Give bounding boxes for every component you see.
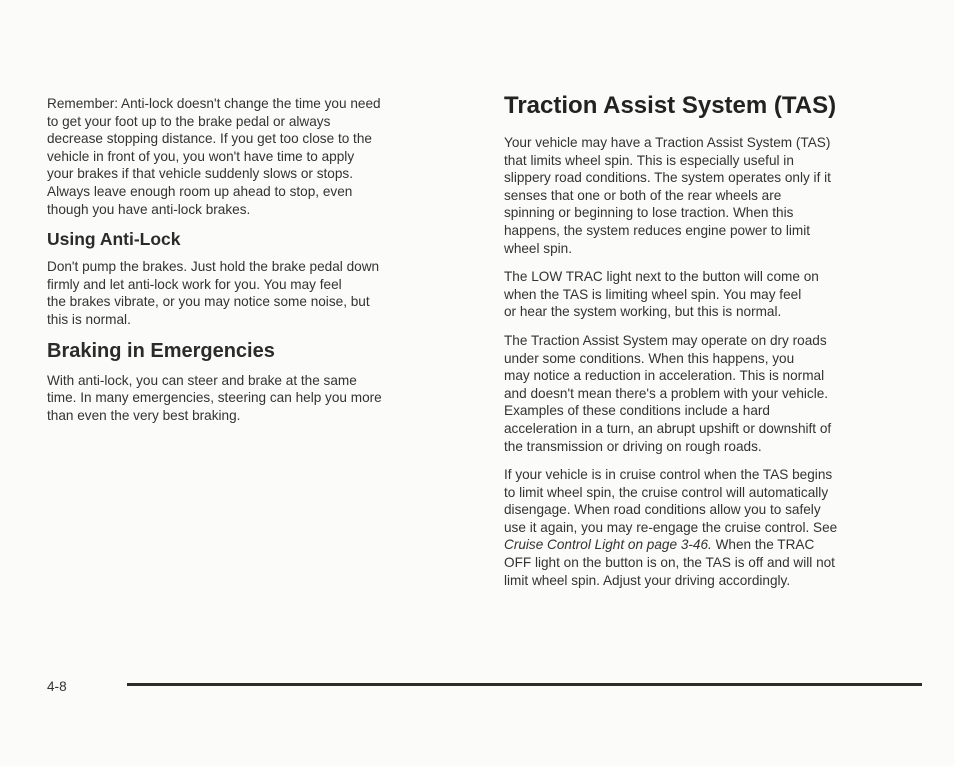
footer-divider <box>127 683 922 686</box>
left-column <box>47 95 469 435</box>
cruise-text-a: If your vehicle is in cruise control when the TAS begins to limit wheel spin, the cruise control will automatically disengage. When road conditions allow you to safely use it again, you may re-engage the cruise control. See <box>504 467 838 535</box>
tas-intro-paragraph: Your vehicle may have a Traction Assist System (TAS) that limits wheel spin. This is especially useful in slippery road conditions. The system operates only if it senses that one or both of the rear wheels are spinning or beginning to lose traction. When this happens, the system reduces engine power to limit wheel spin. <box>504 135 831 256</box>
cruise-control-paragraph <box>504 466 924 589</box>
cruise-text-b: When the TRAC OFF light on the button is on, the TAS is off and will not limit wheel spin. Adjust your driving accordingly. <box>504 537 835 588</box>
low-trac-paragraph: The LOW TRAC light next to the button will come on when the TAS is limiting wheel spin. You may feel or hear the system working, but this is normal. <box>504 269 819 320</box>
page-number: 4-8 <box>47 679 67 694</box>
tas-title: Traction Assist System (TAS) <box>504 92 837 119</box>
using-anti-lock-heading: Using Anti-Lock <box>47 229 181 250</box>
right-column <box>504 92 924 600</box>
using-anti-lock-paragraph: Don't pump the brakes. Just hold the brake pedal down firmly and let anti-lock work for you. You may feel the brakes vibrate, or you may notice some noise, but this is normal. <box>47 259 380 327</box>
braking-emergencies-paragraph: With anti-lock, you can steer and brake at the same time. In many emergencies, steering can help you more than even the very best braking. <box>47 372 382 423</box>
braking-emergencies-heading: Braking in Emergencies <box>47 339 275 362</box>
remember-paragraph: Remember: Anti-lock doesn't change the time you need to get your foot up to the brake pedal or always decrease stopping distance. If you get too close to the vehicle in front of you, you won't have time to apply your brakes if that vehicle suddenly slows or stops. Always leave enough room up ahead to stop, even though you have anti-lock brakes. <box>47 96 381 217</box>
cruise-control-reference[interactable]: Cruise Control Light on page 3-46. <box>504 537 712 553</box>
dry-roads-paragraph: The Traction Assist System may operate on dry roads under some conditions. When this happens, you may notice a reduction in acceleration. This is normal and doesn't mean there's a problem with your vehicle. Examples of these conditions include a hard acceleration in a turn, an abrupt upshift or downshift of the transmission or driving on rough roads. <box>504 332 832 454</box>
